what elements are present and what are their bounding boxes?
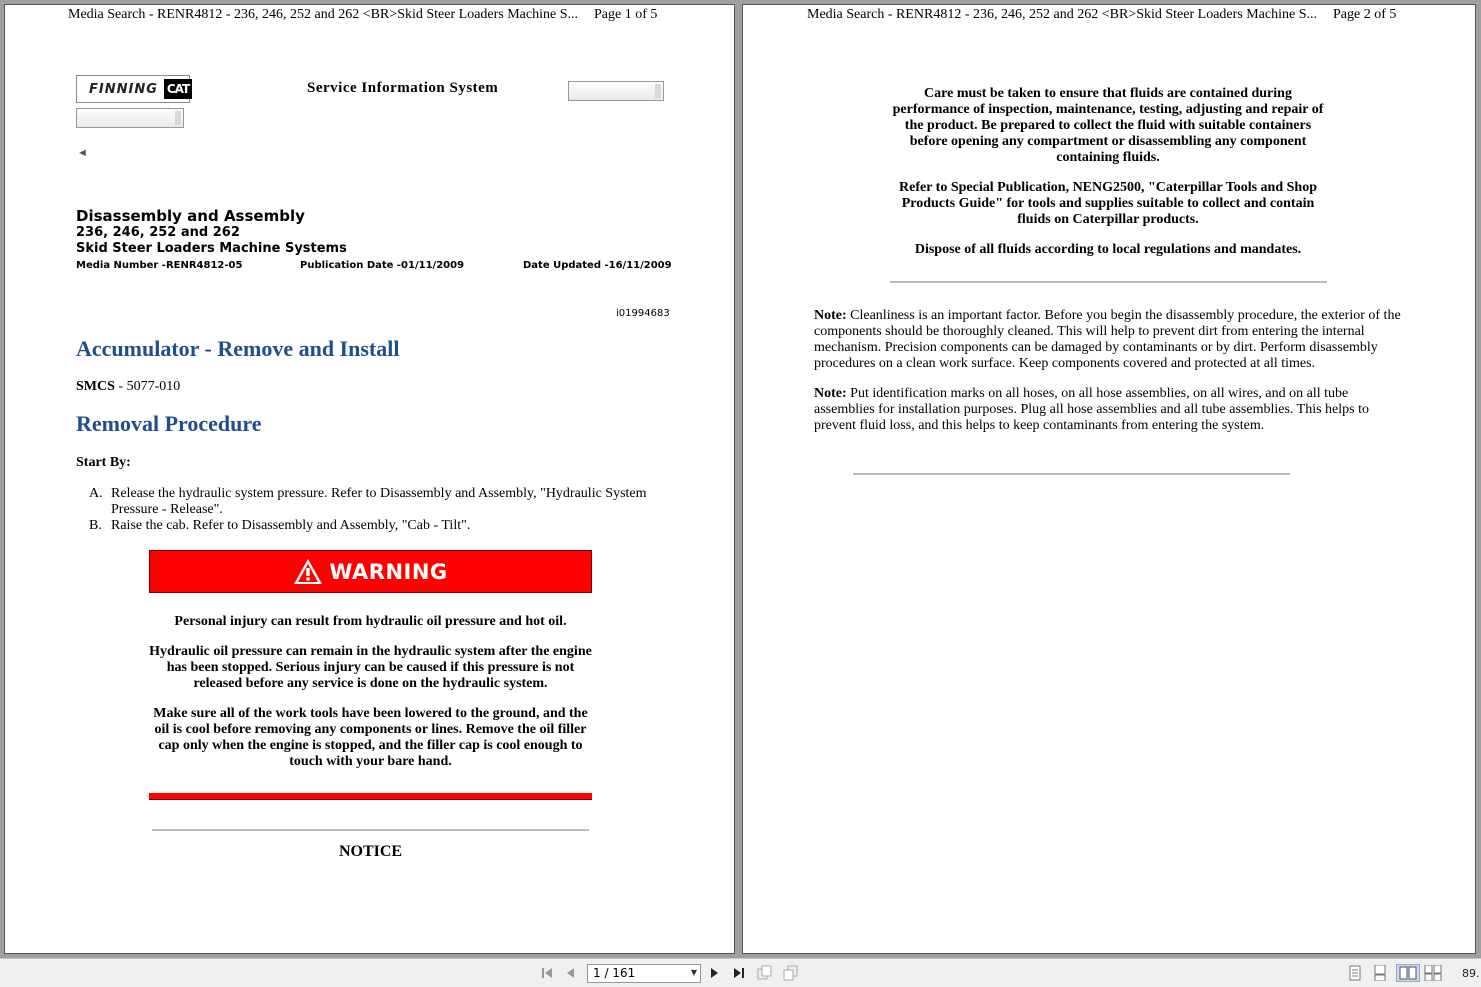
divider (890, 281, 1327, 283)
warning-bottom-bar (149, 793, 592, 800)
viewer-toolbar (0, 958, 1481, 987)
cat-logo-mark: CAT (164, 79, 192, 99)
warning-label: WARNING (329, 559, 448, 584)
divider (853, 473, 1290, 475)
smcs-value: - 5077-010 (114, 379, 181, 394)
header-form-field-right[interactable] (568, 81, 664, 101)
last-page-icon[interactable] (730, 964, 748, 982)
note-text: Put identification marks on all hoses, on all hose assemblies, on all wires, and on all tube assemblies for installation purposes. Plug all hose assemblies and all tube assemblies. This helps to prevent fluid loss, and this helps to keep contaminants from entering the system. (814, 386, 1369, 433)
step-letter: B. (89, 518, 102, 533)
chevron-down-icon: ▼ (690, 968, 697, 977)
document-models: 236, 246, 252 and 262 (76, 225, 240, 240)
smcs-label: SMCS (76, 379, 115, 394)
page-number-value: 1 / 161 (593, 966, 636, 980)
note-text: Cleanliness is an important factor. Before you begin the disassembly procedure, the exterior of the components should be thoroughly cleaned. This will help to prevent dirt from entering the internal mechanism. Precision components can be damaged by contaminants or by dirt. Perform disassembly procedures on a clean work surface. Keep components covered and protected at all times. (814, 308, 1401, 371)
next-page-icon[interactable] (705, 964, 723, 982)
divider (152, 829, 589, 831)
date-updated: Date Updated -16/11/2009 (523, 260, 672, 271)
step-text: Release the hydraulic system pressure. Refer to Disassembly and Assembly, "Hydraulic System Pressure - Release". (111, 486, 647, 517)
page-number-select[interactable] (587, 964, 701, 983)
page-header (68, 7, 657, 23)
first-page-icon[interactable] (538, 964, 556, 982)
single-page-view-icon[interactable] (1346, 964, 1364, 982)
facing-view-icon[interactable] (1396, 964, 1420, 982)
publication-date: Publication Date -01/11/2009 (300, 260, 465, 271)
note-paragraph (814, 386, 1404, 434)
fit-width-icon[interactable] (782, 964, 800, 982)
page-header-title: Media Search - RENR4812 - 236, 246, 252 and 262 <BR>Skid Steer Loaders Machine S... (807, 7, 1317, 22)
warning-paragraph: Make sure all of the work tools have been lowered to the ground, and the oil is cool before removing any components or lines. Remove the oil filler cap only when the engine is stopped, and the filler cap is cool enough to touch with your bare hand. (153, 706, 588, 769)
document-system: Skid Steer Loaders Machine Systems (76, 241, 347, 256)
page-number-label: Page 2 of 5 (1333, 7, 1397, 22)
note-paragraph (814, 308, 1404, 372)
warning-paragraph: Personal injury can result from hydraulic oil pressure and hot oil. (174, 614, 567, 629)
media-number: Media Number -RENR4812-05 (76, 260, 243, 271)
start-by-label: Start By: (76, 455, 131, 470)
continuous-view-icon[interactable] (1371, 964, 1389, 982)
back-arrow-icon[interactable]: ◄ (77, 147, 88, 159)
procedure-heading: Removal Procedure (76, 411, 262, 436)
step-item (89, 518, 669, 534)
continuous-facing-view-icon[interactable] (1424, 964, 1442, 982)
notice-label: NOTICE (338, 843, 403, 860)
finning-cat-logo (76, 75, 190, 103)
header-form-field-left[interactable] (76, 108, 184, 128)
notice-paragraph: Dispose of all fluids according to local regulations and mandates. (914, 242, 1302, 257)
step-item (89, 486, 669, 518)
warning-paragraph: Hydraulic oil pressure can remain in the hydraulic system after the engine has been stopped. Serious injury can be caused if this pressure is not released before any service is done on the hydraulic system. (149, 644, 592, 691)
page-header (807, 7, 1396, 23)
smcs-code (76, 379, 180, 395)
step-text: Raise the cab. Refer to Disassembly and Assembly, "Cab - Tilt". (111, 518, 471, 533)
page-header-title: Media Search - RENR4812 - 236, 246, 252 and 262 <BR>Skid Steer Loaders Machine S... (68, 7, 578, 22)
step-letter: A. (89, 486, 103, 501)
system-title: Service Information System (307, 80, 499, 96)
page-number-label: Page 1 of 5 (594, 7, 658, 22)
notice-paragraph: Care must be taken to ensure that fluids are contained during performance of inspection, maintenance, testing, adjusting and repair of the product. Be prepared to collect the fluid with suitable containers before opening any compartment or disassembling any component containing fluids. (892, 86, 1324, 165)
finning-logo-text: FINNING (89, 81, 158, 97)
image-id: i01994683 (616, 308, 670, 319)
document-title: Disassembly and Assembly (76, 207, 305, 225)
note-label: Note: (814, 308, 847, 323)
zoom-level[interactable]: 89. (1462, 967, 1480, 980)
start-by-steps (89, 486, 669, 534)
warning-triangle-icon (293, 558, 323, 585)
section-heading: Accumulator - Remove and Install (76, 336, 400, 361)
notice-paragraph: Refer to Special Publication, NENG2500, "Caterpillar Tools and Shop Products Guide" for tools and supplies suitable to collect and contain fluids on Caterpillar products. (899, 180, 1317, 227)
warning-banner (149, 550, 592, 593)
prev-page-icon[interactable] (562, 964, 580, 982)
note-label: Note: (814, 386, 847, 401)
document-page-2 (742, 4, 1476, 954)
fit-page-icon[interactable] (756, 964, 774, 982)
document-page-1 (4, 4, 735, 954)
